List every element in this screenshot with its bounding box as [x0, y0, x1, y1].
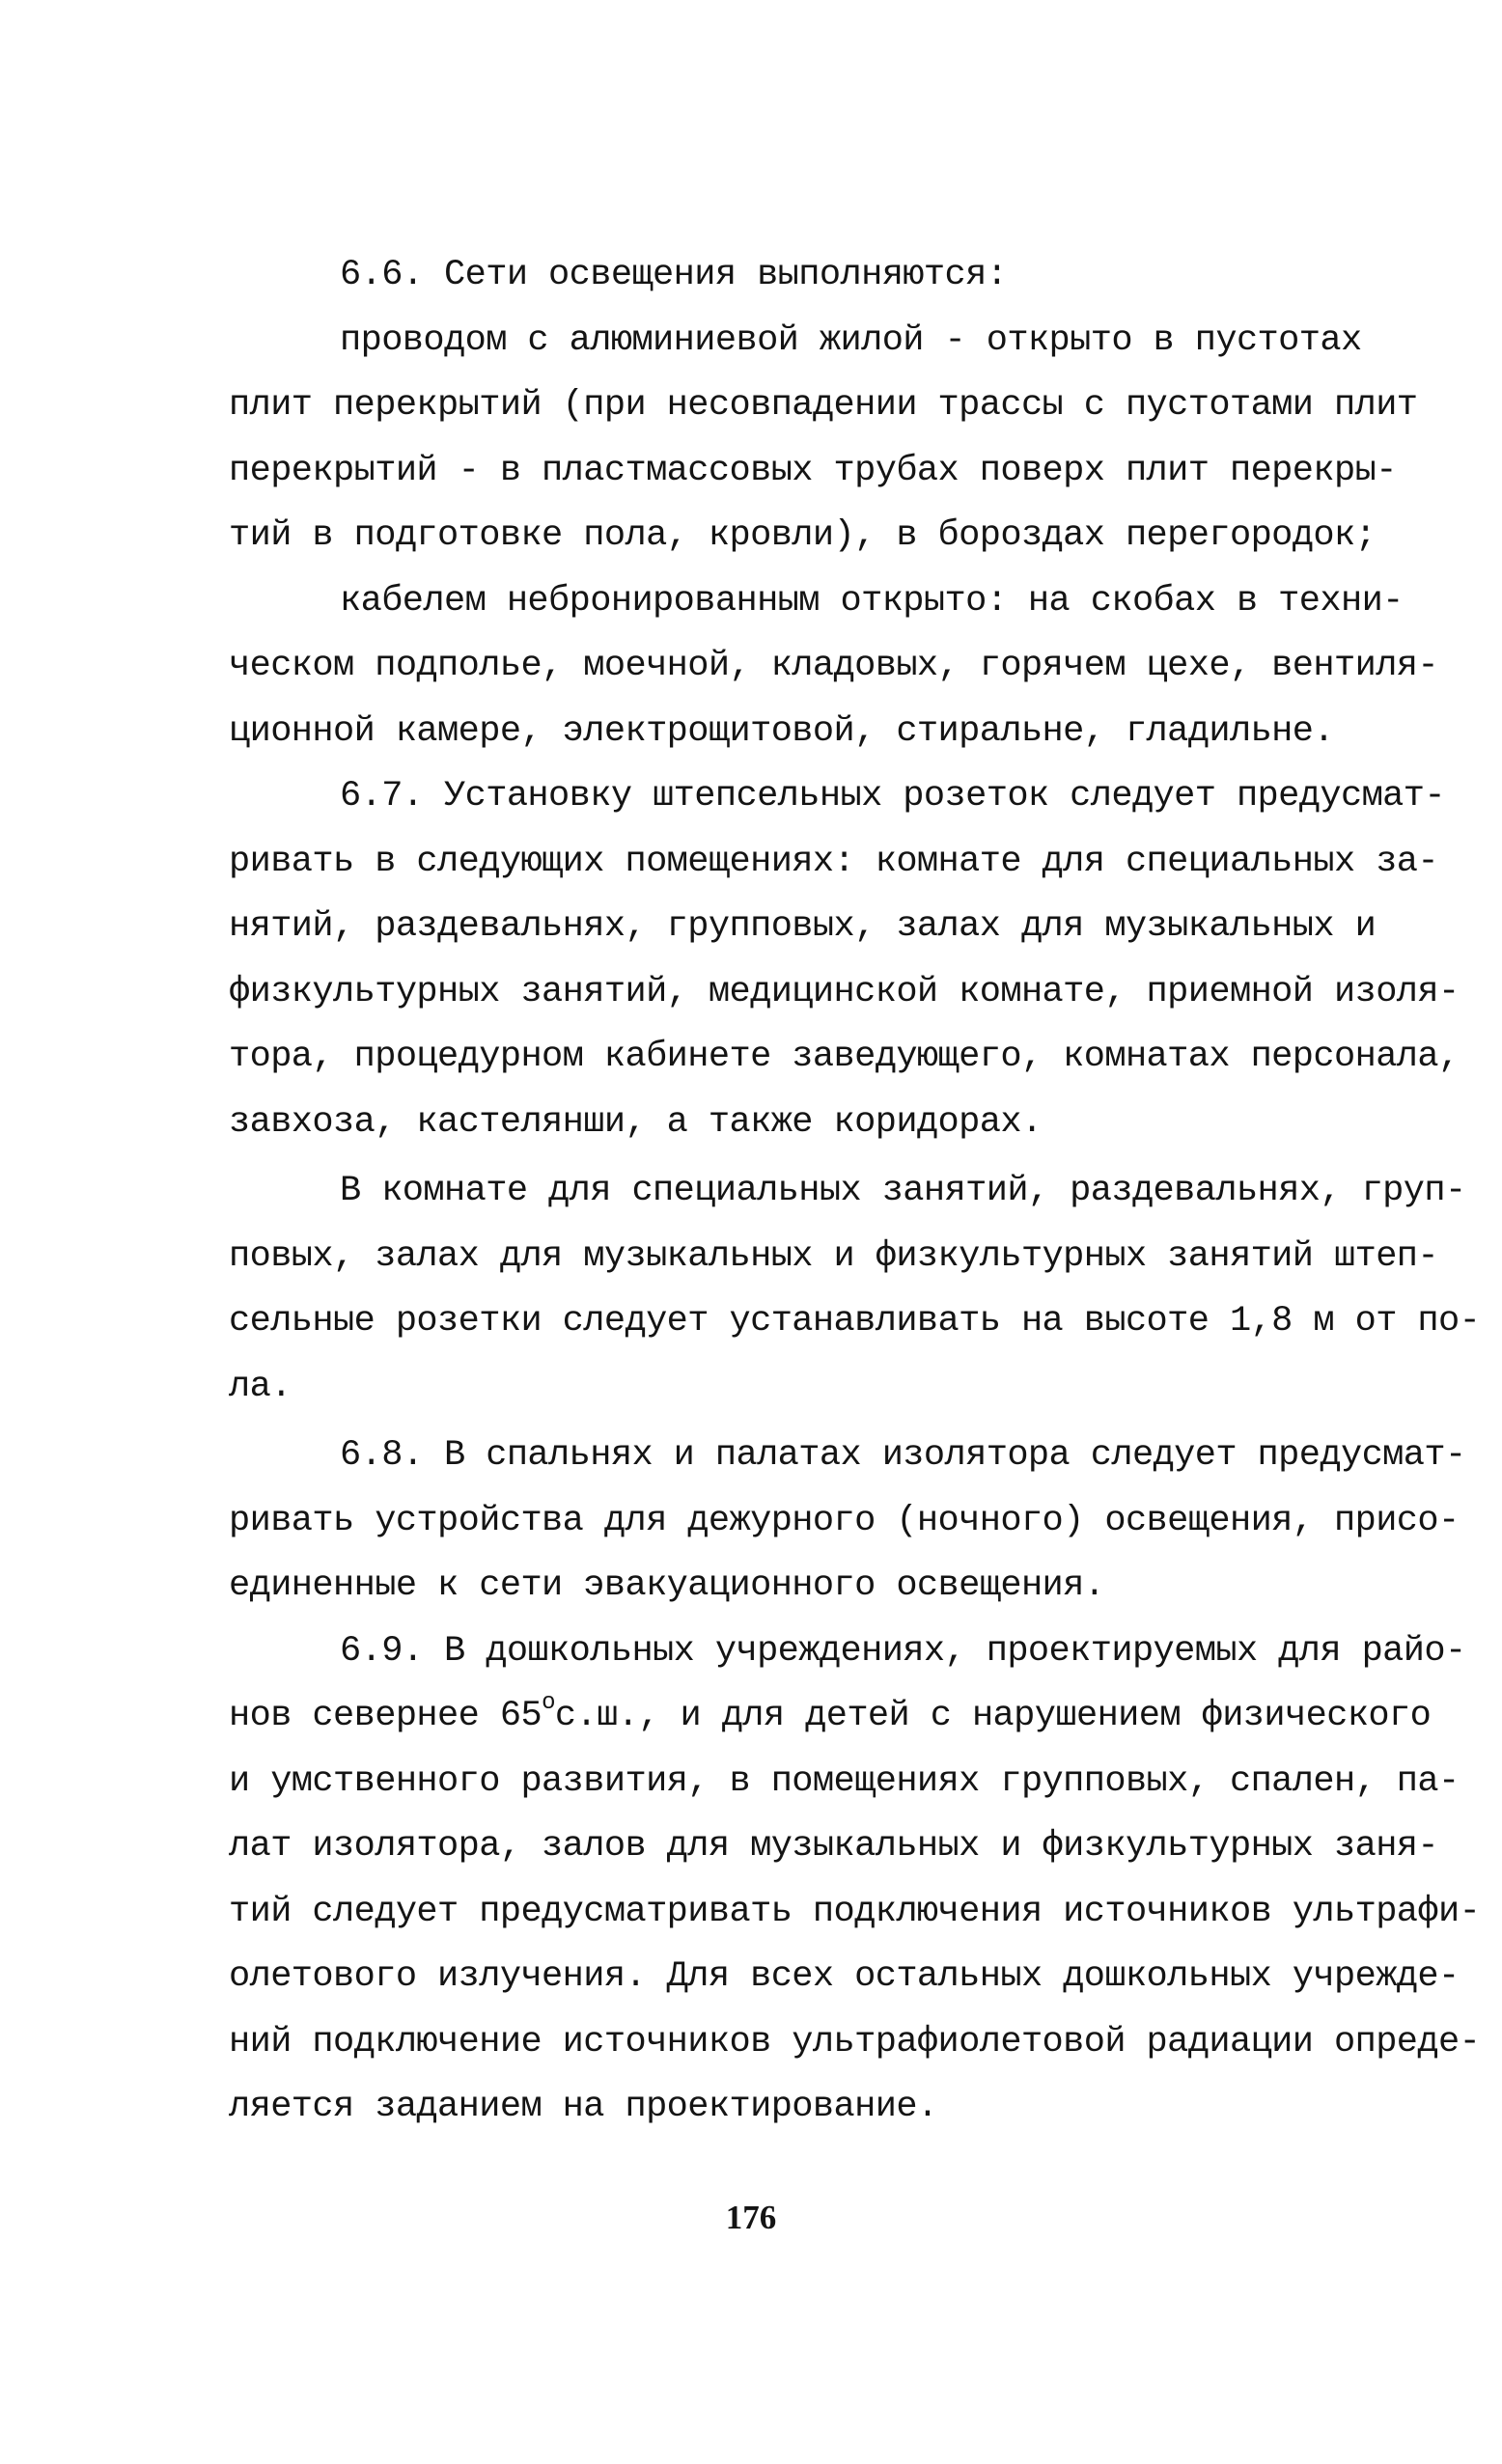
text-line: нятий, раздевальнях, групповых, залах для музыкальных и	[229, 906, 1377, 947]
degree-superscript: о	[542, 1690, 555, 1716]
paragraph-6-6-heading: 6.6. Сети освещения выполняются:	[340, 255, 1008, 295]
text-line: ривать в следующих помещениях: комнате для специальных за-	[229, 841, 1439, 882]
paragraph-6-9-start: 6.9. В дошкольных учреждениях, проектируемых для райо-	[340, 1630, 1466, 1672]
text-line: сельные розетки следует устанавливать на высоте 1,8 м от по-	[229, 1301, 1481, 1342]
text-line: кабелем небронированным открыто: на скобах в техни-	[340, 580, 1404, 622]
text-line: перекрытий - в пластмассовых трубах поверх плит перекры-	[229, 450, 1397, 491]
text-line: и умственного развития, в помещениях групповых, спален, па-	[229, 1760, 1460, 1802]
page-number: 176	[725, 2199, 777, 2236]
text-line: единенные к сети эвакуационного освещения.	[229, 1565, 1105, 1606]
text-line: ний подключение источников ультрафиолетовой радиации опреде-	[229, 2021, 1481, 2063]
paragraph-6-8-start: 6.8. В спальнях и палатах изолятора следует предусмат-	[340, 1435, 1466, 1476]
text-line: лат изолятора, залов для музыкальных и физкультурных заня-	[229, 1826, 1439, 1867]
text-line: физкультурных занятий, медицинской комнате, приемной изоля-	[229, 971, 1460, 1012]
text-line-with-superscript	[229, 1684, 1432, 1750]
text-fragment: нов севернее 65	[229, 1696, 542, 1736]
text-line: проводом с алюминиевой жилой - открыто в пустотах	[340, 319, 1362, 361]
text-line: завхоза, кастелянши, а также коридорах.	[229, 1101, 1043, 1143]
text-line: ла.	[229, 1366, 292, 1407]
text-line: ческом подполье, моечной, кладовых, горячем цехе, вентиля-	[229, 646, 1439, 686]
text-line: повых, залах для музыкальных и физкультурных занятий штеп-	[229, 1235, 1439, 1277]
text-line: тий следует предусматривать подключения источников ультрафи-	[229, 1891, 1481, 1932]
paragraph-6-7-start: 6.7. Установку штепсельных розеток следует предусмат-	[340, 776, 1445, 817]
text-line: ривать устройства для дежурного (ночного) освещения, присо-	[229, 1500, 1460, 1541]
text-line: ляется заданием на проектирование.	[229, 2087, 938, 2127]
text-fragment: с.ш., и для детей с нарушением физического	[554, 1696, 1432, 1736]
body-text	[229, 243, 1481, 2141]
text-line: олетового излучения. Для всех остальных дошкольных учрежде-	[229, 1956, 1460, 1997]
text-line: тора, процедурном кабинете заведующего, комнатах персонала,	[229, 1037, 1460, 1077]
text-line: В комнате для специальных занятий, раздевальнях, груп-	[340, 1171, 1466, 1211]
text-line: тий в подготовке пола, кровли), в бороздах перегородок;	[229, 515, 1377, 556]
text-line: ционной камере, электрощитовой, стиральне, гладильне.	[229, 710, 1334, 752]
text-line: плит перекрытий (при несовпадении трассы с пустотами плит	[229, 385, 1418, 426]
